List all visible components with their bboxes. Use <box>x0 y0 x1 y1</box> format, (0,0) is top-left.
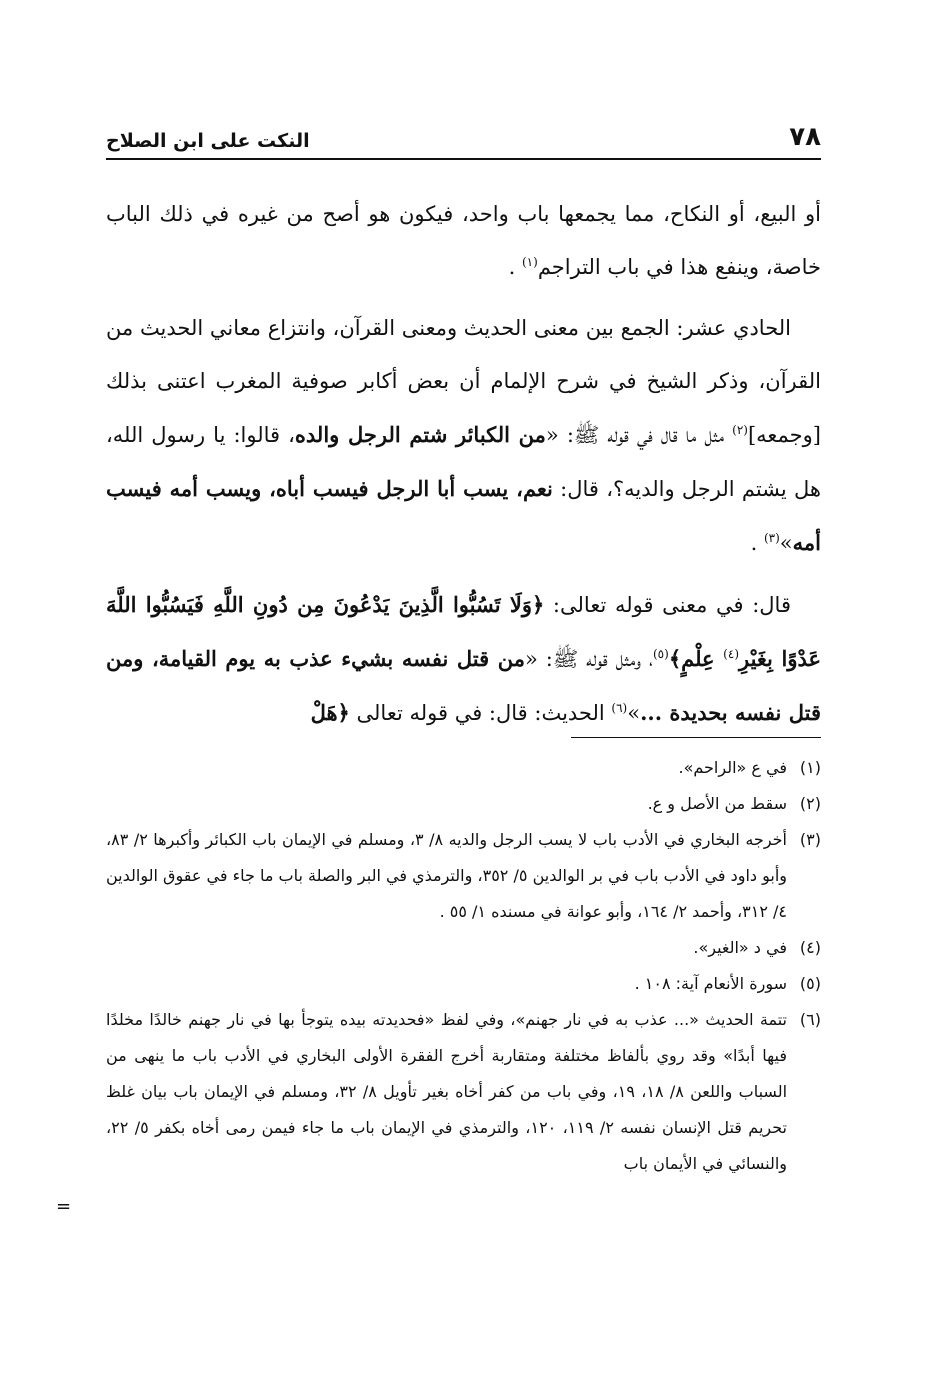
running-title: النكت على ابن الصلاح <box>106 130 310 152</box>
p3-text: قال: في معنى قوله تعالى: <box>544 593 791 617</box>
p1-text: أو البيع، أو النكاح، مما يجمعها باب واحد، فيكون هو أصح من غيره في ذلك الباب خاصة، وينفع هذا في باب التراجم <box>106 202 821 279</box>
p1-end: . <box>508 255 522 279</box>
p2-end: . <box>750 531 764 555</box>
footnote-text: في ع «الراحم». <box>678 758 787 777</box>
quran-verse-1-end: عِلْمٍ﴾ <box>668 646 724 671</box>
p2-hadith-1: من الكبائر شتم الرجل والده <box>294 422 546 447</box>
footnote-ref-3: (٣) <box>763 531 780 545</box>
header-rule <box>106 158 821 160</box>
footnote-number: (٤) <box>799 938 821 957</box>
quran-verse-1: ﴿وَلَا تَسُبُّوا الَّذِينَ يَدْعُونَ مِن دُونِ اللَّهِ فَيَسُبُّوا اللَّهَ عَدْوًا بِغَيْرِ <box>106 592 822 671</box>
p3-text2: ، ومثل قوله ﷺ: « <box>524 647 653 671</box>
p2-hadith-2: نعم، يسب أبا الرجل فيسب أباه، ويسب أمه فيسب أمه <box>106 476 821 555</box>
footnote-text: في د «الغير». <box>693 938 787 957</box>
footnote-ref-4: (٤) <box>723 647 739 661</box>
footnote-ref-2: (٢) <box>732 423 748 437</box>
p3-text3: الحديث: قال: في قوله تعالى <box>349 701 612 725</box>
footnote-ref-6: (٦) <box>611 701 628 715</box>
footnote-number: (٥) <box>799 974 821 993</box>
page-header <box>106 118 821 152</box>
footnote-text: تتمة الحديث «... عذب به في نار جهنم»، وفي لفظ «فحديدته بيده يتوجأ بها في نار جهنم خالدًا مخلدًا فيها أبدًا» وقد روي بألفاظ مختلفة ومتقاربة أخرج الفقرة الأولى البخاري في الأدب باب ما ينهى من السباب واللعن ٨/ ١٨، ١٩، وفي باب من كفر أخاه بغير تأويل ٨/ ٣٢، ومسلم في الإيمان باب بيان غلظ تحريم قتل الإنسان نفسه ٢/ ١١٩، ١٢٠، والترمذي في الإيمان باب ما جاء فيمن رمى أخاه بكفر ٥/ ٢٢، والنسائي في الأيمان باب <box>106 1010 788 1173</box>
main-text <box>106 188 821 748</box>
p3-hadith: من قتل نفسه بشيء عذب به يوم القيامة، ومن قتل نفسه بحديدة ... <box>106 646 821 725</box>
footnote <box>106 966 821 1002</box>
paragraph-1 <box>106 188 821 294</box>
footnote <box>106 930 821 966</box>
p2-close: » <box>779 531 793 555</box>
paragraph-2 <box>106 302 821 570</box>
footnote <box>106 750 821 786</box>
footnote-number: (٢) <box>799 794 821 813</box>
footnote <box>106 786 821 822</box>
paragraph-3 <box>106 578 821 740</box>
p2-text2: مثل ما قال في قوله ﷺ: « <box>545 423 733 447</box>
footnote-separator <box>571 737 821 738</box>
p2-text3: ، قالوا: يا رسول الله، هل يشتم الرجل والديه؟، قال: <box>106 423 821 501</box>
footnote-number: (٦) <box>799 1010 821 1029</box>
footnote-ref-5: (٥) <box>652 647 669 661</box>
footnote <box>106 1002 821 1182</box>
footnote-number: (٣) <box>799 830 821 849</box>
footnote-ref-1: (١) <box>521 255 538 269</box>
p3-close: » <box>627 701 641 725</box>
quran-verse-2: ﴿هَلْ <box>310 700 350 725</box>
footnote-number: (١) <box>799 758 821 777</box>
continuation-mark: = <box>56 1196 72 1217</box>
footnotes <box>106 750 821 1182</box>
p2-text: الحادي عشر: الجمع بين معنى الحديث ومعنى القرآن، وانتزاع معاني الحديث من القرآن، وذكر الشيخ في شرح الإلمام أن بعض أكابر صوفية المغرب اعتنى بذلك [وجمعه] <box>106 316 821 447</box>
page-number: ٧٨ <box>789 122 821 152</box>
footnote-text: أخرجه البخاري في الأدب باب لا يسب الرجل والديه ٨/ ٣، ومسلم في الإيمان باب الكبائر وأكبرها ٢/ ٨٣، وأبو داود في الأدب باب في بر الوالدين ٥/ ٣٥٢، والترمذي في البر والصلة باب ما جاء في عقوق الوالدين ٤/ ٣١٢، وأحمد ٢/ ١٦٤، وأبو عوانة في مسنده ١/ ٥٥ . <box>106 830 788 921</box>
footnote <box>106 822 821 930</box>
footnote-text: سقط من الأصل و ع. <box>647 794 787 813</box>
footnote-text: سورة الأنعام آية: ١٠٨ . <box>634 974 787 993</box>
